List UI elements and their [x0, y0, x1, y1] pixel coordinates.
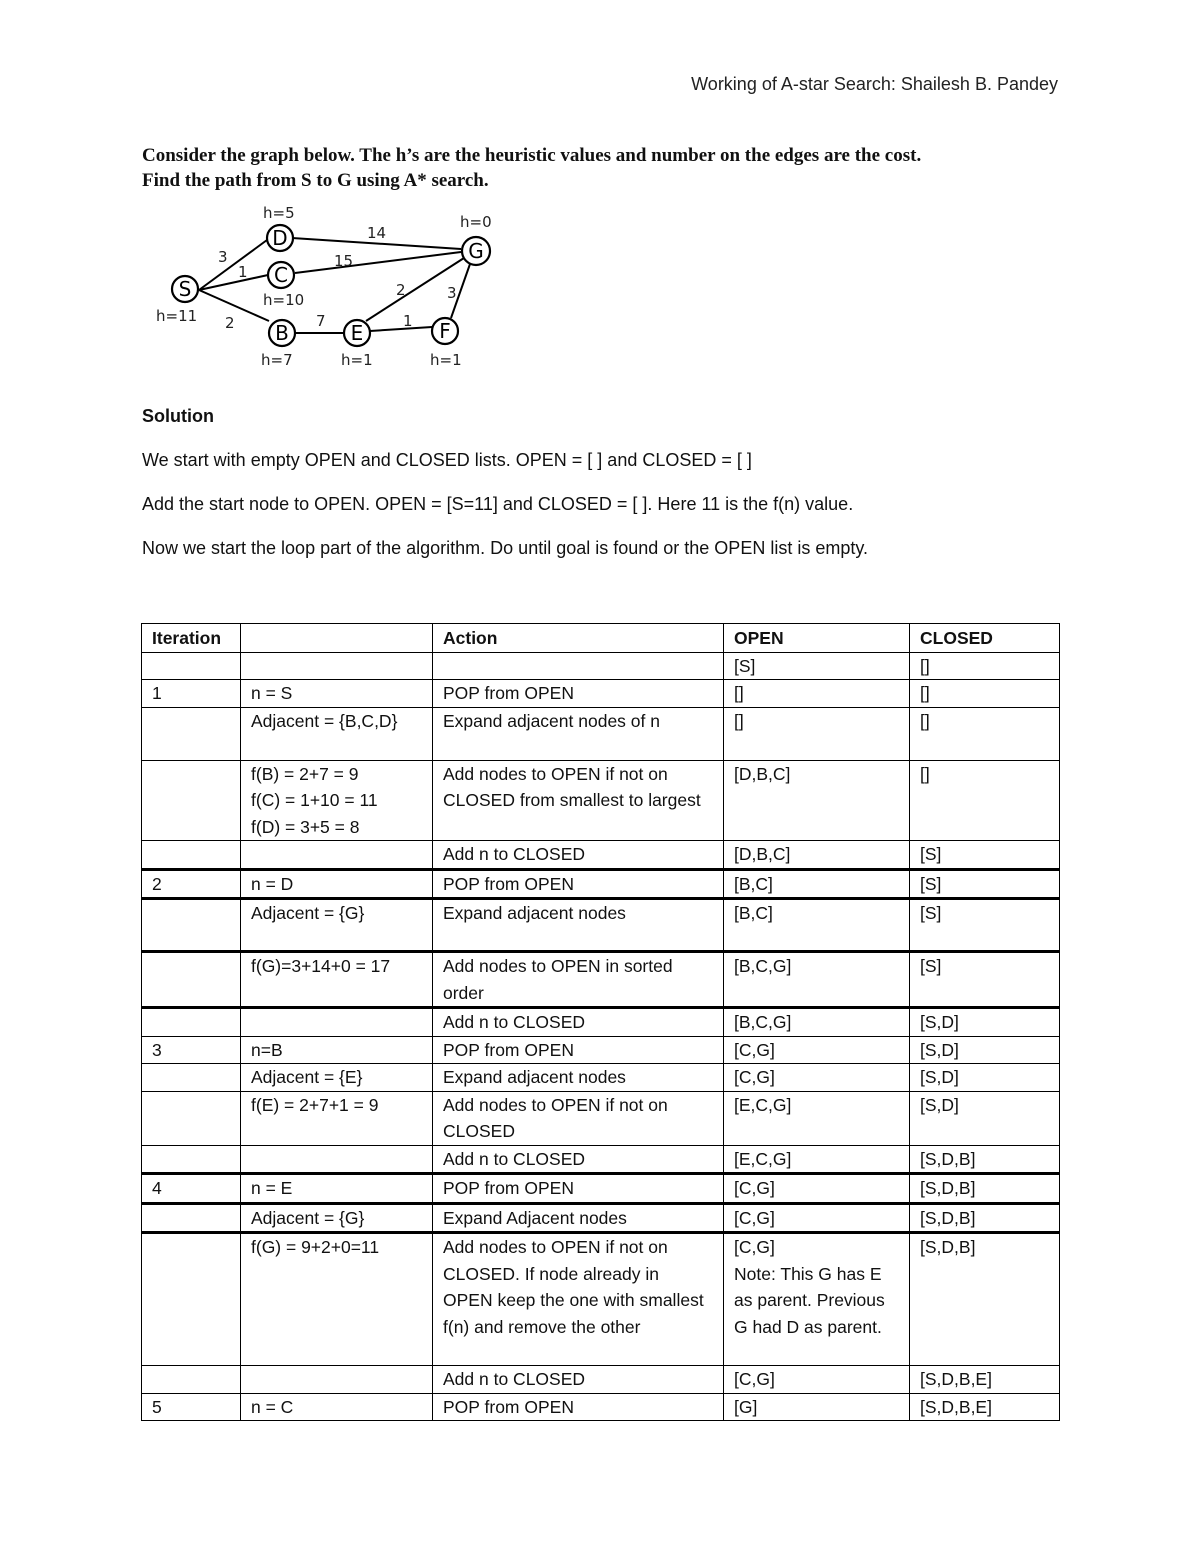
cell-action: POP from OPEN [433, 1036, 724, 1064]
cell-open-list: [C,G] [724, 1203, 910, 1233]
solution-heading: Solution [142, 406, 214, 426]
cell-node-info: f(G)=3+14+0 = 17 [241, 952, 433, 1008]
cell-iteration [142, 952, 241, 1008]
cell-closed-list: [S,D,B] [910, 1203, 1060, 1233]
cell-open-list: [B,C,G] [724, 1008, 910, 1037]
table-row [142, 1393, 1060, 1421]
node-d-label: D [272, 226, 288, 250]
cell-iteration [142, 841, 241, 870]
cell-iteration [142, 1366, 241, 1394]
table-row [142, 1008, 1060, 1037]
heuristic-c: h=10 [263, 291, 305, 309]
heuristic-f: h=1 [430, 351, 462, 369]
table-row [142, 869, 1060, 899]
cell-closed-list: [] [910, 707, 1060, 760]
cell-open-list: [D,B,C] [724, 760, 910, 841]
header-closed-list: CLOSED [910, 624, 1060, 653]
cell-action: Expand adjacent nodes [433, 899, 724, 952]
cell-node-info [241, 841, 433, 870]
cell-action: Add nodes to OPEN if not on CLOSED. If node already in OPEN keep the one with smallest f(n) and remove the other [433, 1233, 724, 1366]
page-header: Working of A-star Search: Shailesh B. Pandey [691, 74, 1058, 94]
cell-closed-list: [S] [910, 841, 1060, 870]
cell-open-list: [C,G] [724, 1174, 910, 1204]
cell-closed-list: [S,D,B,E] [910, 1366, 1060, 1394]
cell-open-list: [B,C,G] [724, 952, 910, 1008]
cell-action: Add n to CLOSED [433, 1145, 724, 1174]
node-f-label: F [439, 319, 451, 343]
node-c-label: C [274, 263, 288, 287]
cell-open-list: [C,G] [724, 1366, 910, 1394]
cell-action [433, 652, 724, 680]
cell-iteration: 1 [142, 680, 241, 708]
cell-node-info [241, 1145, 433, 1174]
cell-iteration [142, 1091, 241, 1145]
cell-open-list: [C,G] [724, 1064, 910, 1092]
cell-iteration: 4 [142, 1174, 241, 1204]
cell-iteration [142, 1064, 241, 1092]
table-row [142, 1366, 1060, 1394]
table-header-row [142, 624, 1060, 653]
cell-action: Add nodes to OPEN if not on CLOSED from smallest to largest [433, 760, 724, 841]
solution-paragraph-2: Add the start node to OPEN. OPEN = [S=11] and CLOSED = [ ]. Here 11 is the f(n) value. [142, 494, 854, 514]
cell-closed-list: [S] [910, 899, 1060, 952]
cell-iteration: 3 [142, 1036, 241, 1064]
cell-iteration [142, 899, 241, 952]
cost-f-g: 3 [447, 284, 457, 302]
cell-closed-list: [S,D] [910, 1091, 1060, 1145]
solution-paragraph-1: We start with empty OPEN and CLOSED lists. OPEN = [ ] and CLOSED = [ ] [142, 450, 752, 470]
cost-d-g: 14 [367, 224, 387, 242]
cell-action: Expand adjacent nodes of n [433, 707, 724, 760]
cell-node-info [241, 1008, 433, 1037]
cell-closed-list: [S,D] [910, 1008, 1060, 1037]
cell-closed-list: [S,D,B,E] [910, 1393, 1060, 1421]
heuristic-g: h=0 [460, 213, 492, 231]
graph-diagram [148, 200, 508, 375]
cell-open-list: [G] [724, 1393, 910, 1421]
table-row [142, 680, 1060, 708]
cell-closed-list: [S] [910, 869, 1060, 899]
cell-open-list: [] [724, 680, 910, 708]
question-line-2: Find the path from S to G using A* search. [142, 170, 489, 191]
cell-closed-list: [S,D] [910, 1064, 1060, 1092]
node-b-label: B [275, 321, 289, 345]
table-row [142, 1145, 1060, 1174]
node-s-label: S [178, 277, 192, 301]
cell-node-info: f(B) = 2+7 = 9 f(C) = 1+10 = 11 f(D) = 3+5 = 8 [241, 760, 433, 841]
cell-node-info: n = E [241, 1174, 433, 1204]
solution-paragraph-3: Now we start the loop part of the algorithm. Do until goal is found or the OPEN list is empty. [142, 538, 869, 558]
cell-open-list: [E,C,G] [724, 1091, 910, 1145]
table-row [142, 1233, 1060, 1366]
cell-open-list: [B,C] [724, 869, 910, 899]
cell-closed-list: [] [910, 652, 1060, 680]
cost-e-g: 2 [396, 281, 406, 299]
question-text [142, 143, 1062, 193]
cell-closed-list: [S,D,B] [910, 1145, 1060, 1174]
cell-action: Add n to CLOSED [433, 841, 724, 870]
cell-node-info: Adjacent = {B,C,D} [241, 707, 433, 760]
cell-action: POP from OPEN [433, 869, 724, 899]
table-row [142, 707, 1060, 760]
header-open-list: OPEN [724, 624, 910, 653]
cell-iteration [142, 707, 241, 760]
table-row [142, 760, 1060, 841]
cell-iteration [142, 1203, 241, 1233]
cell-iteration [142, 1008, 241, 1037]
table-row [142, 952, 1060, 1008]
edge-e-f [370, 327, 432, 331]
table-row [142, 1064, 1060, 1092]
table-row [142, 1036, 1060, 1064]
cell-action: Add n to CLOSED [433, 1008, 724, 1037]
cell-node-info: n=B [241, 1036, 433, 1064]
cell-action: Expand Adjacent nodes [433, 1203, 724, 1233]
cell-open-list: [B,C] [724, 899, 910, 952]
cell-action: Add n to CLOSED [433, 1366, 724, 1394]
heuristic-b: h=7 [261, 351, 293, 369]
cell-action: POP from OPEN [433, 1393, 724, 1421]
cell-action: POP from OPEN [433, 1174, 724, 1204]
cell-closed-list: [S,D] [910, 1036, 1060, 1064]
table-row [142, 841, 1060, 870]
node-e-label: E [350, 321, 364, 345]
cell-node-info: n = S [241, 680, 433, 708]
cost-c-g: 15 [334, 252, 354, 270]
header-iteration: Iteration [142, 624, 241, 653]
cost-s-d: 3 [218, 248, 228, 266]
cell-node-info [241, 1366, 433, 1394]
cell-action: Add nodes to OPEN in sorted order [433, 952, 724, 1008]
cost-b-e: 7 [316, 312, 326, 330]
cell-node-info: f(G) = 9+2+0=11 [241, 1233, 433, 1366]
table-row [142, 1091, 1060, 1145]
cell-node-info [241, 652, 433, 680]
cell-open-list: [] [724, 707, 910, 760]
cell-closed-list: [] [910, 680, 1060, 708]
cell-open-list: [C,G] Note: This G has E as parent. Previous G had D as parent. [724, 1233, 910, 1366]
question-line-1: Consider the graph below. The h’s are the heuristic values and number on the edges are the cost. [142, 145, 922, 166]
cost-s-c: 1 [238, 263, 248, 281]
cell-action: POP from OPEN [433, 680, 724, 708]
cell-node-info: n = C [241, 1393, 433, 1421]
table-body [142, 652, 1060, 1421]
header-node-info [241, 624, 433, 653]
cell-node-info: Adjacent = {G} [241, 899, 433, 952]
table-row [142, 899, 1060, 952]
astar-trace-table [141, 623, 1060, 1421]
node-g-label: G [468, 239, 484, 263]
cell-iteration: 5 [142, 1393, 241, 1421]
heuristic-e: h=1 [341, 351, 373, 369]
heuristic-s: h=11 [156, 307, 198, 325]
cell-open-list: [D,B,C] [724, 841, 910, 870]
edge-c-g [295, 252, 461, 273]
cell-action: Add nodes to OPEN if not on CLOSED [433, 1091, 724, 1145]
cell-node-info: Adjacent = {E} [241, 1064, 433, 1092]
cell-iteration [142, 1145, 241, 1174]
cell-iteration: 2 [142, 869, 241, 899]
cell-closed-list: [S,D,B] [910, 1233, 1060, 1366]
cell-iteration [142, 760, 241, 841]
heuristic-d: h=5 [263, 204, 295, 222]
table-row [142, 652, 1060, 680]
cell-open-list: [C,G] [724, 1036, 910, 1064]
cell-action: Expand adjacent nodes [433, 1064, 724, 1092]
cost-e-f: 1 [403, 312, 413, 330]
cost-s-b: 2 [225, 314, 235, 332]
cell-iteration [142, 1233, 241, 1366]
table-row [142, 1203, 1060, 1233]
cell-closed-list: [] [910, 760, 1060, 841]
cell-node-info: f(E) = 2+7+1 = 9 [241, 1091, 433, 1145]
cell-closed-list: [S] [910, 952, 1060, 1008]
cell-open-list: [S] [724, 652, 910, 680]
cell-node-info: n = D [241, 869, 433, 899]
cell-open-list: [E,C,G] [724, 1145, 910, 1174]
header-action: Action [433, 624, 724, 653]
cell-node-info: Adjacent = {G} [241, 1203, 433, 1233]
cell-closed-list: [S,D,B] [910, 1174, 1060, 1204]
cell-iteration [142, 652, 241, 680]
table-row [142, 1174, 1060, 1204]
